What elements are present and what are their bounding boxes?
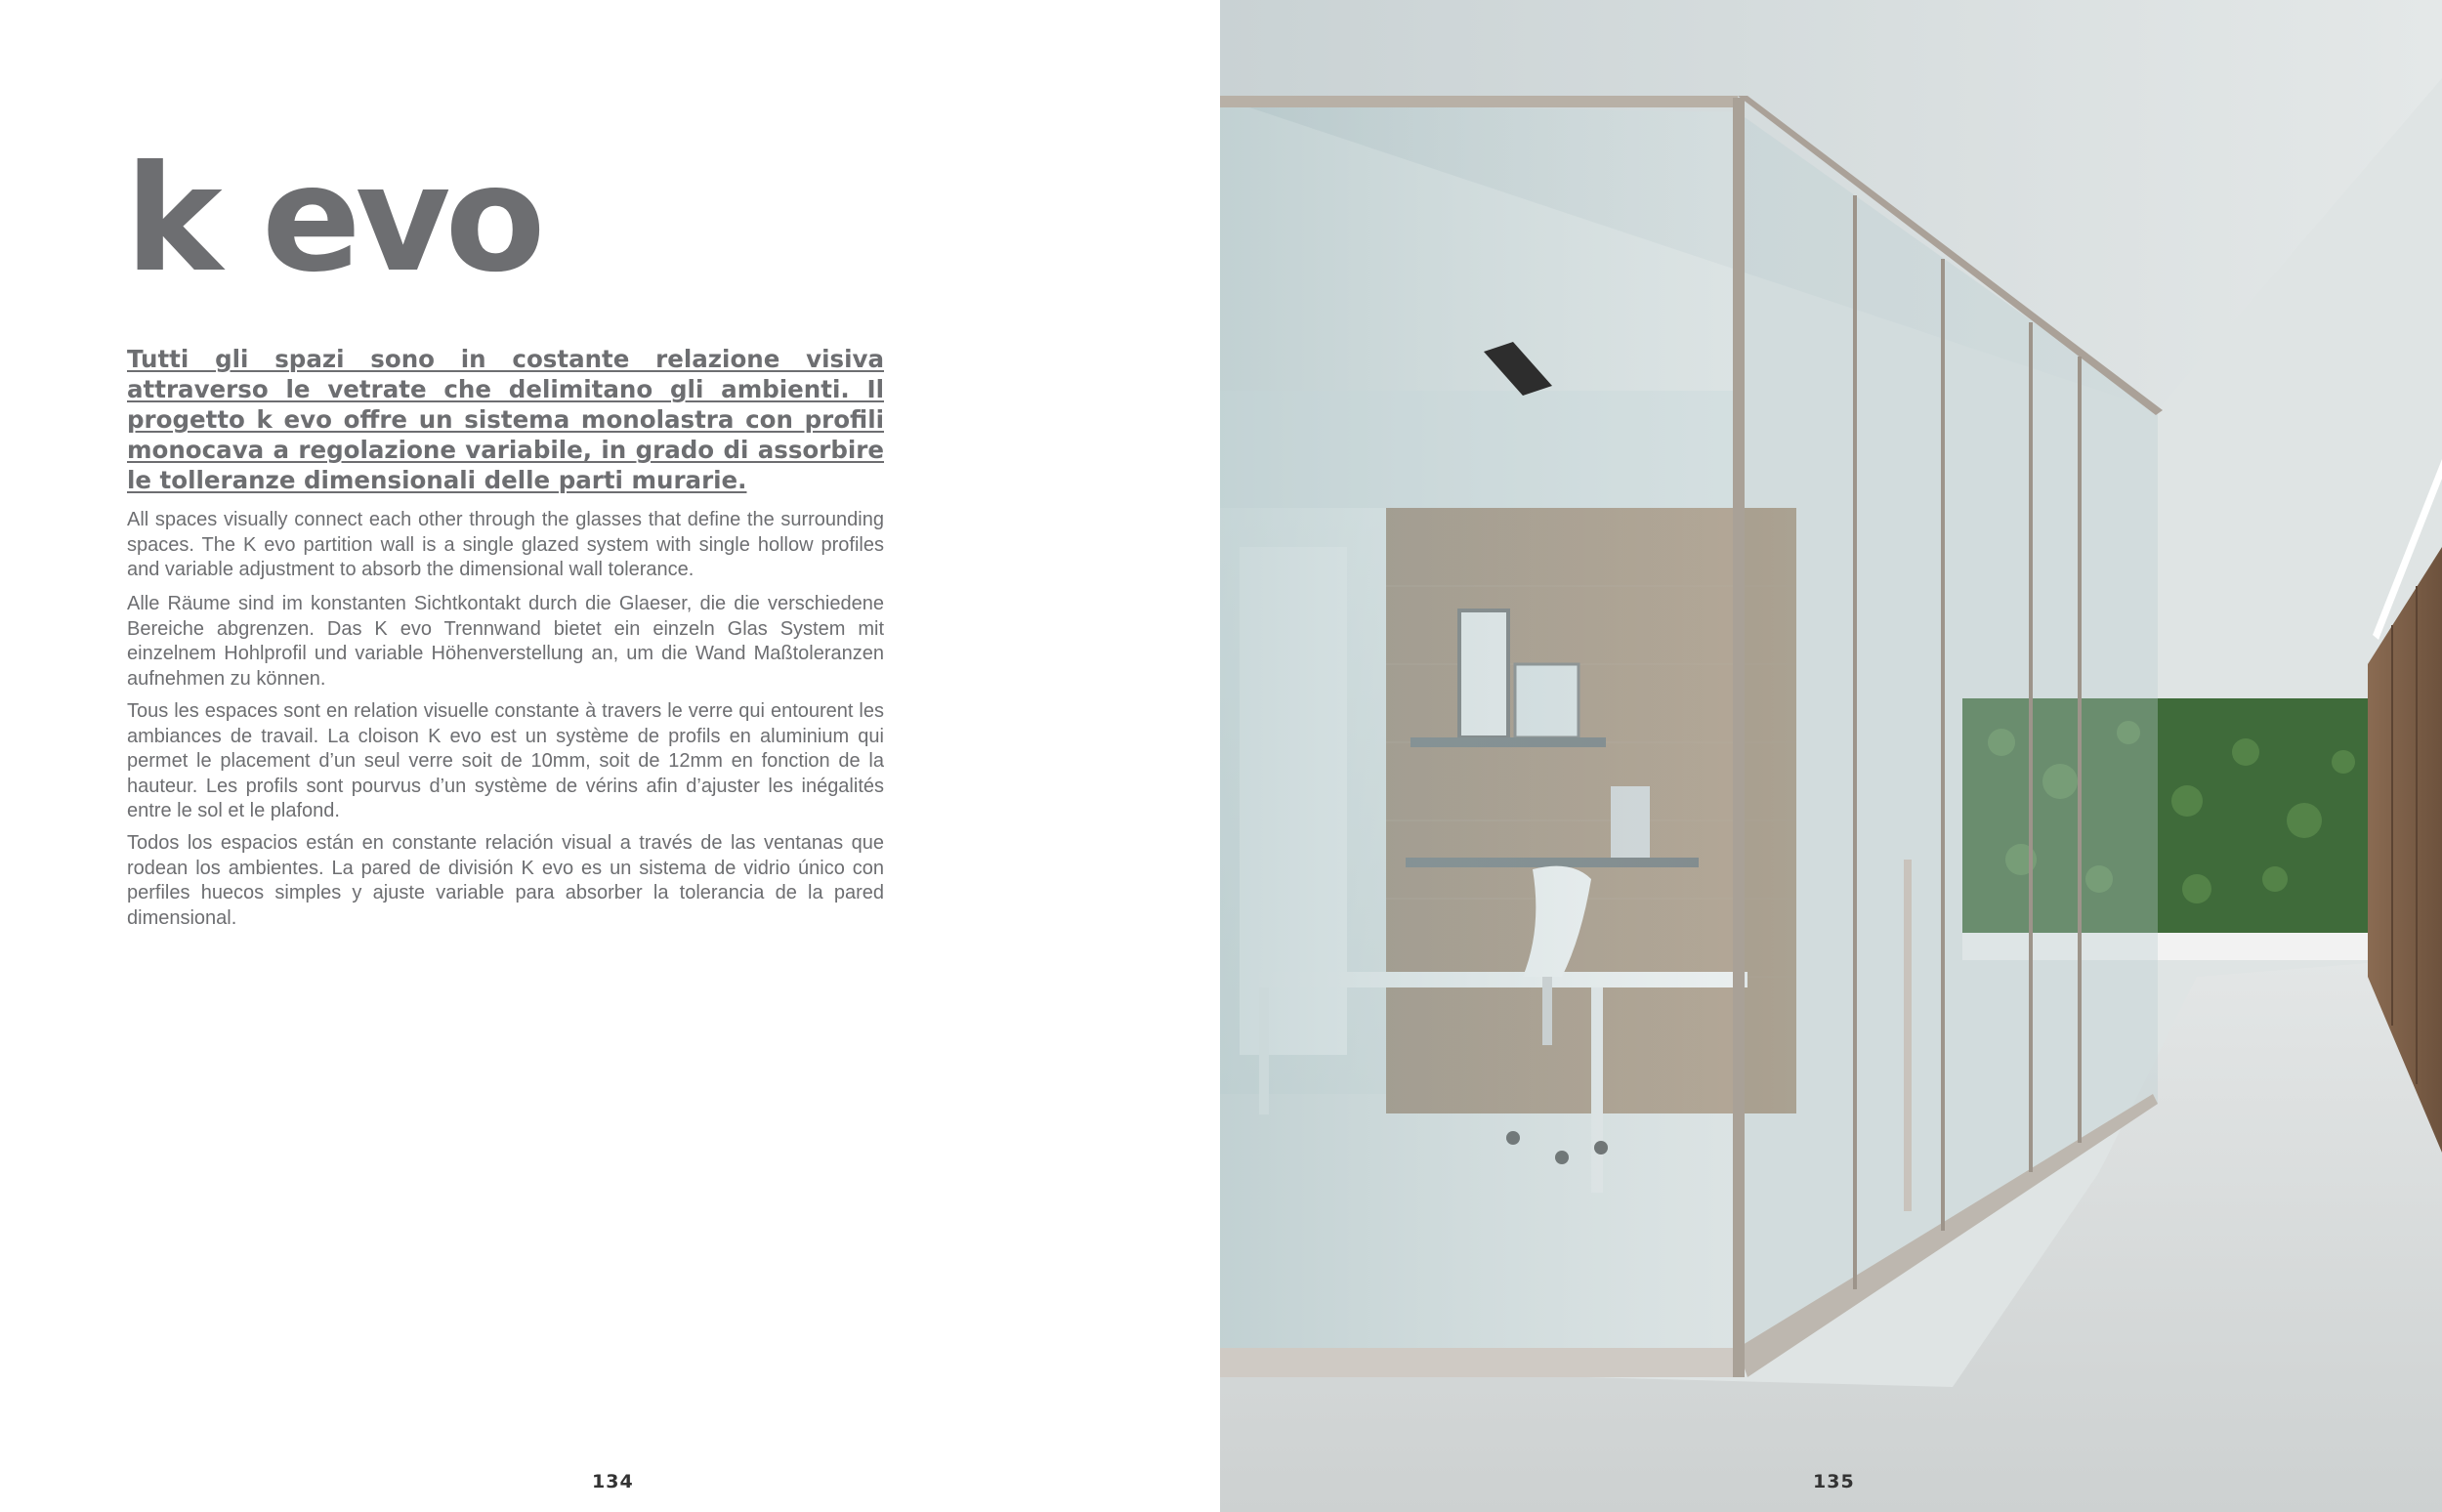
top-profile [1220, 96, 1738, 107]
page-number-right: 135 [1813, 1471, 1855, 1492]
paragraph-spanish: Todos los espacios están en constante relación visual a través de las ventanas que rodean los ambientes. La pared de división K evo es un sistema de vidrio único con perfiles huecos simples y ajuste variable para absorber la tolerancia de la pared dimensional. [127, 832, 884, 929]
paragraph-french: Tous les espaces sont en relation visuelle constante à travers le verre qui entourent les ambiances de travail. La cloison K evo est un système de profils en aluminium qui permet le placement d’un seul verre soit de 10mm, soit de 12mm en fonction de la hauteur. Les profils sont pourvus d’un système de vérins afin d’ajuster les inégalités entre le sol et le plafond. [127, 700, 884, 821]
corner-profile [1733, 98, 1745, 1377]
glass-partition-front [1220, 103, 1738, 1367]
office-glass-partition-photo [1220, 0, 2442, 1512]
intro-italian: Tutti gli spazi sono in costante relazione visiva attraverso le vetrate che delimitano gli ambienti. Il progetto k evo offre un sistema monolastra con profili monocava a regolazione variabile, in grado di assorbire le tolleranze dimensionali delle parti murarie. [127, 345, 884, 494]
door-handle [1904, 860, 1912, 1211]
page-title: k evo [125, 135, 540, 305]
left-page [0, 0, 1220, 1512]
bottom-profile [1220, 1348, 1738, 1377]
paragraph-english: All spaces visually connect each other through the glasses that define the surrounding spaces. The K evo partition wall is a single glazed system with single hollow profiles and variable adjustment to absorb the dimensional wall tolerance. [127, 509, 884, 580]
paragraph-german: Alle Räume sind im konstanten Sichtkontakt durch die Glaeser, die die verschiedene Bereiche abgrenzen. Das K evo Trennwand bietet ein einzeln Glas System mit einzelnem Hohlprofil und variable Höhenverstellung an, um die Wand Maßtoleranzen aufnehmen zu können. [127, 593, 884, 690]
page-number-left: 134 [592, 1471, 634, 1492]
